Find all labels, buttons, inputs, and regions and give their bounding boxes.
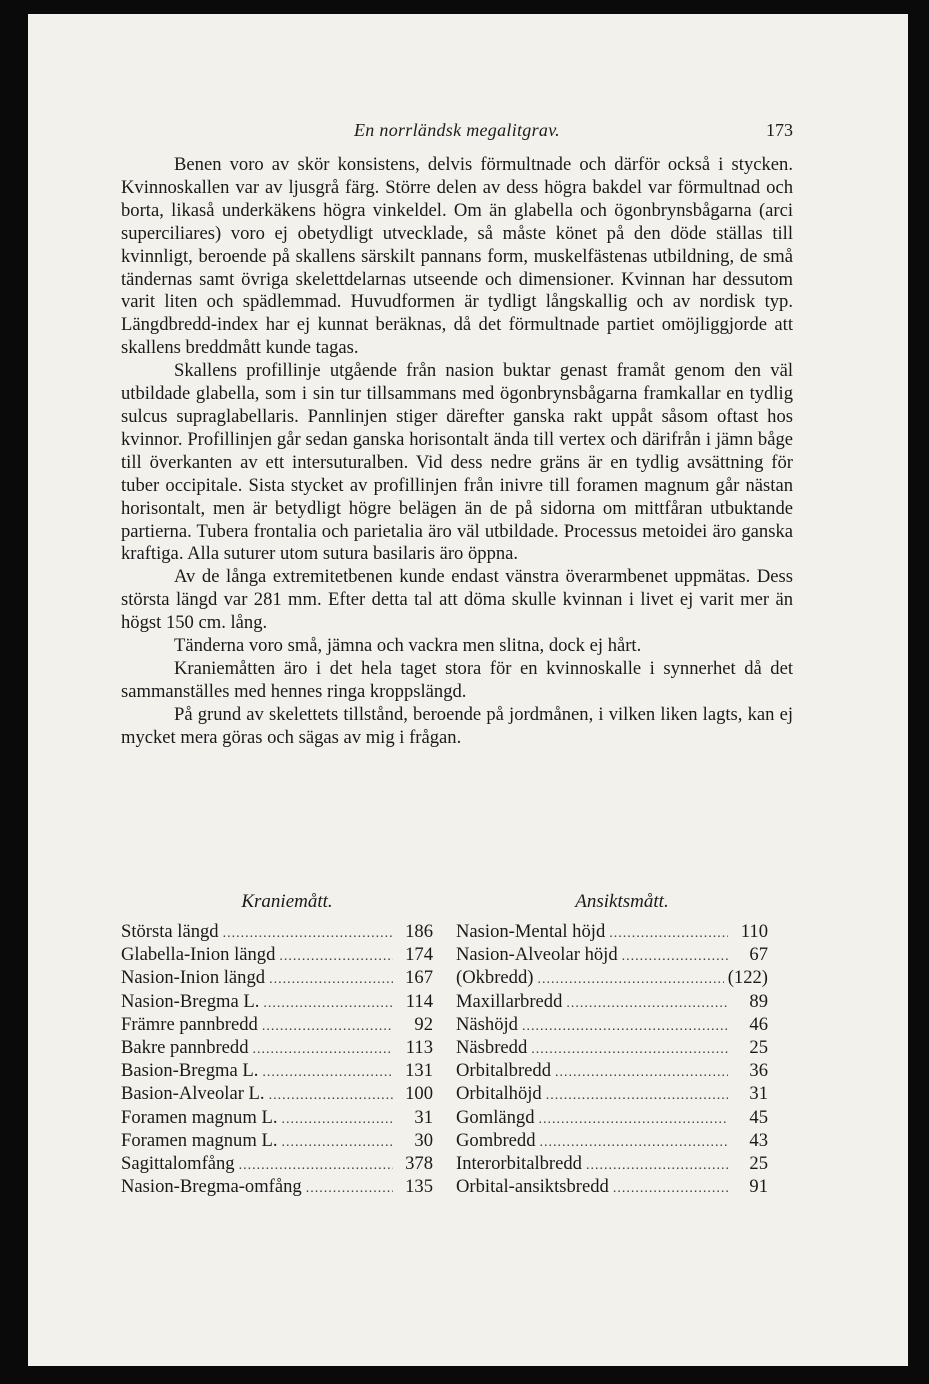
measurement-value: 43: [749, 1129, 768, 1151]
measurement-value: 89: [749, 990, 768, 1012]
leader-dots: [306, 1177, 393, 1200]
table-row: [456, 943, 768, 966]
paragraph: På grund av skelettets tillstånd, beroende på jordmånen, i vilken liken lagts, kan ej mycket mera göras och sägas av mig i frågan.: [121, 703, 793, 748]
measurement-label: Gomlängd: [456, 1106, 535, 1128]
table-row: [121, 990, 433, 1013]
measurement-label: Basion-Bregma L.: [121, 1060, 259, 1082]
table-row: [121, 966, 433, 989]
measurement-label: Nasion-Inion längd: [121, 967, 266, 989]
paragraph: Benen voro av skör konsistens, delvis förmultnade och därför också i stycken. Kvinnoskallen var av ljusgrå färg. Större delen av dess högra bakdel var förmultnad och borta, likaså underkäkens högra vinkeldel. Om än glabella och ögonbrynsbågarna (arci superciliares) voro ej obetydligt utvecklade, så måste könet på den döde ställas till kvinnligt, beroende på skallens särskilt pannans form, muskelfästenas utbildning, de små tändernas samt övriga skelettdelarnas utseende och dimensioner. Kvinnan har dessutom varit liten och spädlemmad. Huvudformen är tydligt långskallig och av nordisk typ. Längdbredd-index har ej kunnat beräknas, då det förmultnade partiet omöjliggjorde att skallens breddmått kunde tagas.: [121, 154, 793, 359]
leader-dots: [613, 1177, 728, 1200]
leader-dots: [263, 992, 393, 1015]
measurement-value: 135: [405, 1176, 433, 1198]
table-row: [456, 1036, 768, 1059]
measurement-value: 114: [405, 990, 433, 1012]
leader-dots: [539, 1108, 729, 1131]
measurement-label: Nasion-Bregma L.: [121, 990, 260, 1012]
leader-dots: [269, 1084, 393, 1107]
table-row: [456, 1059, 768, 1082]
measurement-label: Maxillarbredd: [456, 990, 563, 1012]
kraniematt-rows: [121, 920, 433, 1198]
table-row: [456, 1129, 768, 1152]
leader-dots: [540, 1131, 728, 1154]
leader-dots: [537, 968, 723, 991]
measurement-label: (Okbredd): [456, 967, 534, 989]
page-number: 173: [766, 120, 793, 140]
measurement-value: 174: [405, 944, 433, 966]
measurement-label: Sagittalomfång: [121, 1152, 235, 1174]
table-row: [456, 1152, 768, 1175]
measurement-value: 31: [414, 1106, 433, 1128]
leader-dots: [609, 922, 728, 945]
measurement-value: 46: [749, 1013, 768, 1035]
table-row: [456, 1175, 768, 1198]
leader-dots: [262, 1061, 393, 1084]
measurement-label: Orbitalhöjd: [456, 1083, 542, 1105]
table-row: [121, 943, 433, 966]
measurement-value: 131: [405, 1060, 433, 1082]
measurement-value: 25: [749, 1036, 768, 1058]
table-row: [121, 1106, 433, 1129]
measurement-label: Basion-Alveolar L.: [121, 1083, 265, 1105]
measurement-value: 30: [414, 1129, 433, 1151]
table-row: [121, 1129, 433, 1152]
ansiktsmatt-table: [456, 887, 768, 1198]
measurement-label: Näshöjd: [456, 1013, 518, 1035]
body-text: [121, 154, 793, 750]
table-row: [121, 1152, 433, 1175]
leader-dots: [546, 1084, 728, 1107]
book-page: [28, 14, 908, 1366]
leader-dots: [253, 1038, 393, 1061]
table-row: [456, 990, 768, 1013]
measurement-label: Bakre pannbredd: [121, 1036, 249, 1058]
measurement-value: (122): [727, 967, 768, 989]
measurement-value: 378: [405, 1152, 433, 1174]
measurement-label: Nasion-Bregma-omfång: [121, 1176, 302, 1198]
measurement-value: 92: [414, 1013, 433, 1035]
kraniematt-table: [121, 887, 433, 1198]
table-row: [456, 966, 768, 989]
measurement-label: Orbital-ansiktsbredd: [456, 1176, 609, 1198]
paragraph: Av de långa extremitetbenen kunde endast vänstra överarmbenet uppmätas. Dess största längd var 281 mm. Efter detta tal att döma skulle kvinnan i livet ej varit mer än högst 150 cm. lång.: [121, 566, 793, 634]
table-row: [121, 1013, 433, 1036]
measurement-label: Gombredd: [456, 1129, 536, 1151]
kraniematt-heading: Kraniemått.: [241, 891, 333, 912]
measurement-value: 25: [749, 1152, 768, 1174]
leader-dots: [555, 1061, 728, 1084]
table-row: [456, 920, 768, 943]
leader-dots: [566, 992, 728, 1015]
measurement-value: 113: [405, 1036, 433, 1058]
measurement-label: Största längd: [121, 921, 219, 942]
paragraph: Skallens profillinje utgående från nasion buktar genast framåt genom den väl utbildade glabella, som i sin tur tillsammans med ögonbrynsbågarna framkallar en tydlig sulcus supraglabellaris. Pannlinjen stiger därefter ganska rakt uppåt såsom oftast hos kvinnor. Profillinjen går sedan ganska horisontalt ända till vertex och därifrån i jämn båge till överkanten av ett intersuturalben. Vid dess nedre gräns är en tydlig avsättning för tuber occipitale. Sista stycket av profillinjen från inivre till foramen magnum går nästan horisontalt, men är betydligt högre belägen än de på sidorna om mittfåran utbuktande partierna. Tubera frontalia och parietalia äro väl utbildade. Processus metoidei äro ganska kraftiga. Alla suturer utom sutura basilaris äro öppna.: [121, 360, 793, 565]
leader-dots: [531, 1038, 728, 1061]
measurement-value: 91: [749, 1176, 768, 1198]
measurement-value: 31: [749, 1083, 768, 1105]
measurement-value: 67: [749, 944, 768, 966]
running-header: [121, 120, 793, 148]
measurement-label: Foramen magnum L.: [121, 1106, 278, 1128]
measurement-label: Främre pannbredd: [121, 1013, 258, 1035]
leader-dots: [281, 1131, 393, 1154]
leader-dots: [262, 1015, 393, 1038]
ansiktsmatt-rows: [456, 920, 768, 1198]
leader-dots: [586, 1154, 728, 1177]
measurement-label: Nasion-Mental höjd: [456, 921, 606, 942]
ansiktsmatt-heading: Ansiktsmått.: [575, 891, 669, 912]
table-row: [121, 1059, 433, 1082]
measurement-value: 167: [405, 967, 433, 989]
table-row: [121, 1036, 433, 1059]
paragraph: Tänderna voro små, jämna och vackra men slitna, dock ej hårt.: [174, 635, 642, 657]
leader-dots: [281, 1108, 393, 1131]
measurement-label: Näsbredd: [456, 1036, 528, 1058]
measurement-label: Glabella-Inion längd: [121, 944, 276, 966]
paragraph: Kraniemåtten äro i det hela taget stora för en kvinnoskalle i synnerhet då det sammanställes med hennes ringa kroppslängd.: [121, 657, 793, 702]
leader-dots: [279, 945, 393, 968]
table-row: [121, 1082, 433, 1105]
leader-dots: [223, 922, 393, 945]
table-row: [456, 1106, 768, 1129]
measurement-label: Foramen magnum L.: [121, 1129, 278, 1151]
measurement-value: 100: [405, 1083, 433, 1105]
leader-dots: [522, 1015, 728, 1038]
table-row: [121, 920, 433, 943]
leader-dots: [269, 968, 393, 991]
measurement-label: Interorbitalbredd: [456, 1152, 582, 1174]
measurement-value: 186: [405, 921, 433, 942]
measurement-label: Orbitalbredd: [456, 1060, 552, 1082]
table-row: [121, 1175, 433, 1198]
running-title: En norrländsk megalitgrav.: [354, 120, 560, 140]
table-row: [456, 1013, 768, 1036]
measurement-label: Nasion-Alveolar höjd: [456, 944, 618, 966]
measurement-value: 36: [749, 1060, 768, 1082]
leader-dots: [239, 1154, 393, 1177]
table-row: [456, 1082, 768, 1105]
measurement-value: 110: [740, 921, 768, 942]
measurement-value: 45: [749, 1106, 768, 1128]
leader-dots: [622, 945, 728, 968]
